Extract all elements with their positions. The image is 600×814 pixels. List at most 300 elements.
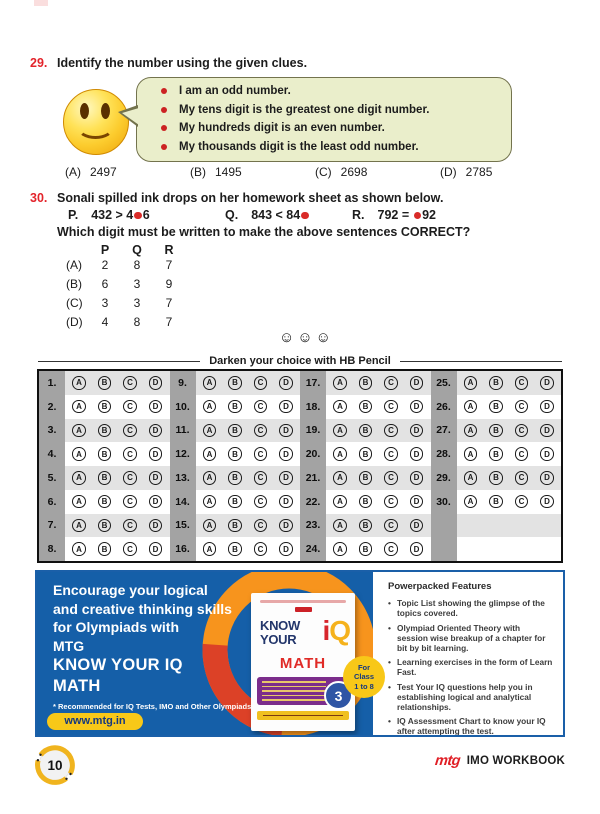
omr-bubble-22A[interactable]: A bbox=[333, 495, 347, 509]
ad-headline-line: Encourage your logical bbox=[53, 582, 208, 598]
omr-bubble-3B[interactable]: B bbox=[98, 424, 112, 438]
omr-question-number: 7. bbox=[39, 514, 65, 538]
statement-text: 792 = bbox=[377, 208, 413, 222]
book-cover bbox=[251, 593, 355, 731]
clue-item bbox=[143, 139, 505, 158]
omr-bubble-25B[interactable]: B bbox=[489, 376, 503, 390]
statement-text: 432 > 4 bbox=[91, 208, 134, 222]
omr-bubble-6B[interactable]: B bbox=[98, 495, 112, 509]
omr-bubble-18C[interactable]: C bbox=[384, 400, 398, 414]
omr-bubble-19A[interactable]: A bbox=[333, 424, 347, 438]
omr-header bbox=[38, 355, 562, 367]
omr-question-number: 13. bbox=[170, 466, 196, 490]
omr-bubble-18D[interactable]: D bbox=[410, 400, 424, 414]
book-title-line: KNOW bbox=[260, 618, 300, 633]
omr-bubble-19D[interactable]: D bbox=[410, 424, 424, 438]
answer-value: 2 bbox=[101, 258, 109, 272]
omr-choice-cell bbox=[196, 395, 301, 419]
omr-column-1 bbox=[39, 371, 170, 561]
omr-question-number bbox=[431, 514, 457, 538]
divider bbox=[400, 361, 562, 362]
answer-row bbox=[66, 315, 185, 329]
question-29 bbox=[30, 56, 570, 70]
answer-value: 3 bbox=[133, 296, 141, 310]
omr-bubble-3D[interactable]: D bbox=[149, 424, 163, 438]
omr-bubble-16D[interactable]: D bbox=[279, 542, 293, 556]
omr-question-number: 16. bbox=[170, 537, 196, 561]
option-B bbox=[190, 165, 242, 179]
clue-speech-bubble bbox=[136, 77, 512, 162]
omr-choice-cell bbox=[65, 395, 170, 419]
omr-choice-cell bbox=[196, 419, 301, 443]
omr-choice-cell bbox=[457, 514, 562, 538]
omr-bubble-17A[interactable]: A bbox=[333, 376, 347, 390]
ink-dot-icon bbox=[134, 212, 142, 220]
omr-bubble-22B[interactable]: B bbox=[359, 495, 373, 509]
omr-bubble-1B[interactable]: B bbox=[98, 376, 112, 390]
omr-bubble-11D[interactable]: D bbox=[279, 424, 293, 438]
omr-bubble-24D[interactable]: D bbox=[410, 542, 424, 556]
option-A bbox=[65, 165, 117, 179]
omr-question-number: 9. bbox=[170, 371, 196, 395]
omr-bubble-1A[interactable]: A bbox=[72, 376, 86, 390]
omr-bubble-21B[interactable]: B bbox=[359, 471, 373, 485]
omr-choice-cell bbox=[65, 466, 170, 490]
omr-bubble-6C[interactable]: C bbox=[123, 495, 137, 509]
omr-bubble-11B[interactable]: B bbox=[228, 424, 242, 438]
omr-column-4 bbox=[431, 371, 562, 561]
clue-text: I am an odd number. bbox=[179, 85, 291, 97]
omr-question-number: 17. bbox=[300, 371, 326, 395]
smiley-emojis: ☺☺☺ bbox=[279, 329, 334, 346]
book-subject: MATH bbox=[279, 655, 327, 672]
book-bottom-band bbox=[257, 711, 349, 720]
ad-headline bbox=[53, 581, 251, 655]
omr-bubble-23B[interactable]: B bbox=[359, 519, 373, 533]
omr-bubble-24B[interactable]: B bbox=[359, 542, 373, 556]
omr-question-number: 28. bbox=[431, 442, 457, 466]
omr-bubble-26B[interactable]: B bbox=[489, 400, 503, 414]
bullet-icon bbox=[161, 107, 167, 113]
answer-label: (C) bbox=[66, 296, 83, 310]
clue-text: My thousands digit is the least odd number. bbox=[179, 140, 419, 153]
omr-bubble-10C[interactable]: C bbox=[254, 400, 268, 414]
omr-question-number: 30. bbox=[431, 490, 457, 514]
ad-headline-line: and creative thinking skills bbox=[53, 600, 232, 617]
statement-label: P. bbox=[68, 208, 79, 222]
omr-question-number: 1. bbox=[39, 371, 65, 395]
omr-question-number: 19. bbox=[300, 419, 326, 443]
question-30-subquestion: Which digit must be written to make the above sentences CORRECT? bbox=[57, 225, 471, 239]
omr-bubble-25A[interactable]: A bbox=[464, 376, 478, 390]
omr-bubble-15A[interactable]: A bbox=[203, 519, 217, 533]
omr-bubble-26C[interactable]: C bbox=[515, 400, 529, 414]
omr-question-number: 12. bbox=[170, 442, 196, 466]
features-title: Powerpacked Features bbox=[388, 581, 492, 592]
omr-bubble-13D[interactable]: D bbox=[279, 471, 293, 485]
omr-question-number: 4. bbox=[39, 442, 65, 466]
omr-bubble-21A[interactable]: A bbox=[333, 471, 347, 485]
omr-bubble-5B[interactable]: B bbox=[98, 471, 112, 485]
omr-choice-cell bbox=[196, 371, 301, 395]
omr-bubble-15D[interactable]: D bbox=[279, 519, 293, 533]
omr-bubble-4A[interactable]: A bbox=[72, 447, 86, 461]
answer-value: 6 bbox=[101, 277, 109, 291]
question-30-prompt: Sonali spilled ink drops on her homework sheet as shown below. bbox=[57, 191, 444, 205]
omr-bubble-13B[interactable]: B bbox=[228, 471, 242, 485]
statement-label: R. bbox=[352, 208, 365, 222]
omr-bubble-20B[interactable]: B bbox=[359, 447, 373, 461]
answer-row bbox=[66, 258, 185, 272]
book-iq-i: i bbox=[322, 615, 330, 646]
ink-dot-icon bbox=[301, 212, 309, 220]
omr-bubble-27A[interactable]: A bbox=[464, 424, 478, 438]
class-circle-line: For bbox=[357, 662, 371, 672]
ad-headline-line: MTG bbox=[53, 637, 85, 654]
omr-choice-cell bbox=[196, 466, 301, 490]
answer-value: 8 bbox=[133, 258, 141, 272]
workbook-title: IMO WORKBOOK bbox=[466, 755, 565, 767]
omr-bubble-2B[interactable]: B bbox=[98, 400, 112, 414]
statement-text: 843 < 84 bbox=[251, 208, 301, 222]
bullet-icon bbox=[161, 125, 167, 131]
omr-bubble-29C[interactable]: C bbox=[515, 471, 529, 485]
omr-bubble-28A[interactable]: A bbox=[464, 447, 478, 461]
ad-text-block bbox=[53, 581, 251, 711]
omr-bubble-30D[interactable]: D bbox=[540, 495, 554, 509]
omr-bubble-17C[interactable]: C bbox=[384, 376, 398, 390]
ad-headline-line: for Olympiads with bbox=[53, 619, 180, 635]
omr-bubble-27B[interactable]: B bbox=[489, 424, 503, 438]
book-advertisement bbox=[35, 570, 565, 737]
statement-text: 6 bbox=[142, 208, 150, 222]
question-30 bbox=[30, 191, 570, 205]
omr-bubble-22D[interactable]: D bbox=[410, 495, 424, 509]
page-number: 10 bbox=[47, 758, 63, 773]
answer-value: 4 bbox=[101, 315, 109, 329]
ink-statements bbox=[0, 208, 600, 224]
feature-item: • Olympiad Oriented Theory with session wise breakup of a chapter for bit by bit learning. bbox=[388, 623, 553, 653]
omr-bubble-20C[interactable]: C bbox=[384, 447, 398, 461]
clue-list bbox=[143, 83, 505, 157]
omr-bubble-23A[interactable]: A bbox=[333, 519, 347, 533]
answer-value: 3 bbox=[101, 296, 109, 310]
omr-question-number: 3. bbox=[39, 419, 65, 443]
omr-choice-cell bbox=[326, 466, 431, 490]
book-top-text-decoration bbox=[260, 600, 346, 603]
omr-bubble-28B[interactable]: B bbox=[489, 447, 503, 461]
omr-bubble-16C[interactable]: C bbox=[254, 542, 268, 556]
omr-bubble-5C[interactable]: C bbox=[123, 471, 137, 485]
omr-question-number: 5. bbox=[39, 466, 65, 490]
feature-item: • IQ Assessment Chart to know your IQ after attempting the test. bbox=[388, 716, 553, 736]
omr-bubble-5D[interactable]: D bbox=[149, 471, 163, 485]
omr-bubble-8C[interactable]: C bbox=[123, 542, 137, 556]
clue-text: My tens digit is the greatest one digit number. bbox=[179, 103, 430, 116]
omr-bubble-15B[interactable]: B bbox=[228, 519, 242, 533]
omr-choice-cell bbox=[457, 442, 562, 466]
omr-question-number bbox=[431, 537, 457, 561]
option-value: 2785 bbox=[465, 165, 493, 179]
omr-bubble-1C[interactable]: C bbox=[123, 376, 137, 390]
omr-bubble-6A[interactable]: A bbox=[72, 495, 86, 509]
option-D bbox=[440, 165, 492, 179]
omr-bubble-28D[interactable]: D bbox=[540, 447, 554, 461]
omr-choice-cell bbox=[326, 419, 431, 443]
omr-bubble-18A[interactable]: A bbox=[333, 400, 347, 414]
omr-bubble-13A[interactable]: A bbox=[203, 471, 217, 485]
omr-choice-cell bbox=[457, 419, 562, 443]
mtg-logo: mtg bbox=[433, 753, 461, 769]
omr-bubble-11C[interactable]: C bbox=[254, 424, 268, 438]
bullet-icon bbox=[161, 144, 167, 150]
column-header: Q bbox=[132, 243, 142, 257]
website-link[interactable]: www.mtg.in bbox=[47, 713, 143, 730]
statement-P bbox=[68, 208, 150, 222]
omr-bubble-29A[interactable]: A bbox=[464, 471, 478, 485]
omr-bubble-21D[interactable]: D bbox=[410, 471, 424, 485]
omr-bubble-13C[interactable]: C bbox=[254, 471, 268, 485]
feature-item: • Learning exercises in the form of Learn Fast. bbox=[388, 657, 553, 677]
omr-bubble-18B[interactable]: B bbox=[359, 400, 373, 414]
column-header: P bbox=[100, 243, 110, 257]
omr-bubble-9D[interactable]: D bbox=[279, 376, 293, 390]
answer-row bbox=[66, 296, 185, 310]
omr-choice-cell bbox=[326, 490, 431, 514]
omr-choice-cell bbox=[457, 371, 562, 395]
omr-question-number: 8. bbox=[39, 537, 65, 561]
omr-bubble-21C[interactable]: C bbox=[384, 471, 398, 485]
feature-item: • Topic List showing the glimpse of the topics covered. bbox=[388, 598, 553, 618]
omr-bubble-5A[interactable]: A bbox=[72, 471, 86, 485]
omr-bubble-14A[interactable]: A bbox=[203, 495, 217, 509]
omr-bubble-23D[interactable]: D bbox=[410, 519, 424, 533]
omr-bubble-19B[interactable]: B bbox=[359, 424, 373, 438]
cropped-page-mark bbox=[34, 0, 48, 6]
ad-product-line: KNOW YOUR IQ bbox=[53, 656, 183, 674]
omr-choice-cell bbox=[326, 371, 431, 395]
features-panel bbox=[373, 572, 563, 735]
answer-value: 9 bbox=[165, 277, 173, 291]
omr-bubble-19C[interactable]: C bbox=[384, 424, 398, 438]
omr-bubble-12A[interactable]: A bbox=[203, 447, 217, 461]
omr-question-number: 20. bbox=[300, 442, 326, 466]
omr-question-number: 24. bbox=[300, 537, 326, 561]
omr-choice-cell bbox=[196, 514, 301, 538]
omr-choice-cell bbox=[457, 490, 562, 514]
book-iq-logo bbox=[322, 615, 350, 647]
class-circle-line: 1 to 8 bbox=[354, 681, 374, 691]
option-label: (B) bbox=[190, 165, 206, 179]
omr-choice-cell bbox=[326, 537, 431, 561]
answer-value: 8 bbox=[133, 315, 141, 329]
omr-question-number: 18. bbox=[300, 395, 326, 419]
omr-bubble-14B[interactable]: B bbox=[228, 495, 242, 509]
omr-answer-grid bbox=[37, 369, 563, 563]
book-iq-q: Q bbox=[329, 615, 350, 646]
omr-bubble-27C[interactable]: C bbox=[515, 424, 529, 438]
option-label: (D) bbox=[440, 165, 457, 179]
question-29-options bbox=[0, 165, 600, 181]
omr-question-number: 15. bbox=[170, 514, 196, 538]
omr-choice-cell bbox=[65, 419, 170, 443]
omr-bubble-9B[interactable]: B bbox=[228, 376, 242, 390]
statement-Q bbox=[225, 208, 310, 222]
omr-bubble-10A[interactable]: A bbox=[203, 400, 217, 414]
omr-bubble-26D[interactable]: D bbox=[540, 400, 554, 414]
omr-bubble-7D[interactable]: D bbox=[149, 519, 163, 533]
omr-column-2 bbox=[170, 371, 301, 561]
ad-product-line: MATH bbox=[53, 677, 101, 695]
answer-label: (D) bbox=[66, 315, 83, 329]
omr-question-number: 26. bbox=[431, 395, 457, 419]
option-label: (C) bbox=[315, 165, 332, 179]
footer-brand bbox=[435, 753, 565, 769]
omr-bubble-9A[interactable]: A bbox=[203, 376, 217, 390]
answer-label: (A) bbox=[66, 258, 82, 272]
omr-bubble-2D[interactable]: D bbox=[149, 400, 163, 414]
omr-question-number: 23. bbox=[300, 514, 326, 538]
omr-choice-cell bbox=[65, 442, 170, 466]
omr-bubble-28C[interactable]: C bbox=[515, 447, 529, 461]
omr-bubble-20D[interactable]: D bbox=[410, 447, 424, 461]
omr-title: Darken your choice with HB Pencil bbox=[209, 355, 391, 367]
question-30-number: 30. bbox=[30, 191, 48, 205]
omr-bubble-17B[interactable]: B bbox=[359, 376, 373, 390]
answer-value: 7 bbox=[165, 315, 173, 329]
clue-text: My hundreds digit is an even number. bbox=[179, 122, 385, 134]
omr-bubble-27D[interactable]: D bbox=[540, 424, 554, 438]
for-class-circle bbox=[343, 656, 385, 698]
feature-item: • Test Your IQ questions help you in establishing logical and analytical relationships. bbox=[388, 682, 553, 712]
option-value: 1495 bbox=[215, 165, 242, 179]
omr-bubble-1D[interactable]: D bbox=[149, 376, 163, 390]
omr-bubble-30C[interactable]: C bbox=[515, 495, 529, 509]
omr-question-number: 22. bbox=[300, 490, 326, 514]
omr-bubble-8A[interactable]: A bbox=[72, 542, 86, 556]
omr-choice-cell bbox=[196, 537, 301, 561]
omr-bubble-4B[interactable]: B bbox=[98, 447, 112, 461]
omr-bubble-25C[interactable]: C bbox=[515, 376, 529, 390]
omr-bubble-8D[interactable]: D bbox=[149, 542, 163, 556]
omr-column-3 bbox=[300, 371, 431, 561]
option-C bbox=[315, 165, 367, 179]
omr-bubble-16A[interactable]: A bbox=[203, 542, 217, 556]
omr-choice-cell bbox=[326, 442, 431, 466]
omr-choice-cell bbox=[326, 395, 431, 419]
omr-bubble-12B[interactable]: B bbox=[228, 447, 242, 461]
omr-question-number: 6. bbox=[39, 490, 65, 514]
omr-bubble-15C[interactable]: C bbox=[254, 519, 268, 533]
omr-bubble-11A[interactable]: A bbox=[203, 424, 217, 438]
omr-bubble-22C[interactable]: C bbox=[384, 495, 398, 509]
omr-bubble-16B[interactable]: B bbox=[228, 542, 242, 556]
question-29-prompt: Identify the number using the given clues. bbox=[57, 56, 308, 70]
omr-bubble-24A[interactable]: A bbox=[333, 542, 347, 556]
omr-bubble-7B[interactable]: B bbox=[98, 519, 112, 533]
omr-bubble-17D[interactable]: D bbox=[410, 376, 424, 390]
omr-bubble-9C[interactable]: C bbox=[254, 376, 268, 390]
omr-bubble-25D[interactable]: D bbox=[540, 376, 554, 390]
omr-choice-cell bbox=[65, 537, 170, 561]
omr-bubble-26A[interactable]: A bbox=[464, 400, 478, 414]
omr-choice-cell bbox=[457, 466, 562, 490]
omr-choice-cell bbox=[196, 490, 301, 514]
statement-label: Q. bbox=[225, 208, 239, 222]
omr-bubble-3A[interactable]: A bbox=[72, 424, 86, 438]
omr-bubble-30B[interactable]: B bbox=[489, 495, 503, 509]
omr-bubble-6D[interactable]: D bbox=[149, 495, 163, 509]
omr-bubble-4D[interactable]: D bbox=[149, 447, 163, 461]
omr-question-number: 11. bbox=[170, 419, 196, 443]
omr-bubble-30A[interactable]: A bbox=[464, 495, 478, 509]
column-header: R bbox=[164, 243, 174, 257]
class-circle-line: Class bbox=[353, 672, 374, 682]
omr-choice-cell bbox=[65, 490, 170, 514]
omr-question-number: 29. bbox=[431, 466, 457, 490]
features-list bbox=[388, 598, 553, 737]
omr-bubble-4C[interactable]: C bbox=[123, 447, 137, 461]
omr-question-number: 27. bbox=[431, 419, 457, 443]
book-title bbox=[260, 619, 300, 646]
omr-bubble-2C[interactable]: C bbox=[123, 400, 137, 414]
omr-bubble-14C[interactable]: C bbox=[254, 495, 268, 509]
question-29-number: 29. bbox=[30, 56, 48, 70]
omr-bubble-8B[interactable]: B bbox=[98, 542, 112, 556]
smiley-mouth-icon bbox=[77, 116, 114, 139]
omr-question-number: 21. bbox=[300, 466, 326, 490]
omr-bubble-7A[interactable]: A bbox=[72, 519, 86, 533]
omr-question-number: 14. bbox=[170, 490, 196, 514]
omr-bubble-3C[interactable]: C bbox=[123, 424, 137, 438]
omr-bubble-24C[interactable]: C bbox=[384, 542, 398, 556]
omr-bubble-29B[interactable]: B bbox=[489, 471, 503, 485]
omr-bubble-29D[interactable]: D bbox=[540, 471, 554, 485]
omr-bubble-23C[interactable]: C bbox=[384, 519, 398, 533]
book-title-line: YOUR bbox=[260, 631, 297, 647]
omr-choice-cell bbox=[196, 442, 301, 466]
option-value: 2497 bbox=[90, 165, 117, 179]
statement-text: 92 bbox=[422, 208, 437, 222]
omr-question-number: 25. bbox=[431, 371, 457, 395]
clue-item bbox=[143, 83, 505, 102]
omr-bubble-7C[interactable]: C bbox=[123, 519, 137, 533]
omr-bubble-2A[interactable]: A bbox=[72, 400, 86, 414]
omr-bubble-14D[interactable]: D bbox=[279, 495, 293, 509]
omr-question-number: 2. bbox=[39, 395, 65, 419]
ad-product-name bbox=[53, 655, 251, 697]
ad-recommendation: * Recommended for IQ Tests, IMO and Other Olympiads bbox=[53, 702, 252, 711]
answer-value: 7 bbox=[165, 258, 173, 272]
omr-question-number: 10. bbox=[170, 395, 196, 419]
option-value: 2698 bbox=[340, 165, 368, 179]
answer-table-header bbox=[89, 243, 185, 257]
omr-bubble-12D[interactable]: D bbox=[279, 447, 293, 461]
answer-value: 3 bbox=[133, 277, 141, 291]
omr-bubble-12C[interactable]: C bbox=[254, 447, 268, 461]
page-number-badge bbox=[34, 744, 76, 786]
omr-choice-cell bbox=[65, 514, 170, 538]
omr-choice-cell bbox=[457, 537, 562, 561]
omr-choice-cell bbox=[65, 371, 170, 395]
divider bbox=[38, 361, 200, 362]
omr-bubble-20A[interactable]: A bbox=[333, 447, 347, 461]
answer-row bbox=[66, 277, 185, 291]
omr-bubble-10B[interactable]: B bbox=[228, 400, 242, 414]
statement-R bbox=[352, 208, 436, 222]
omr-bubble-10D[interactable]: D bbox=[279, 400, 293, 414]
clue-item bbox=[143, 102, 505, 121]
